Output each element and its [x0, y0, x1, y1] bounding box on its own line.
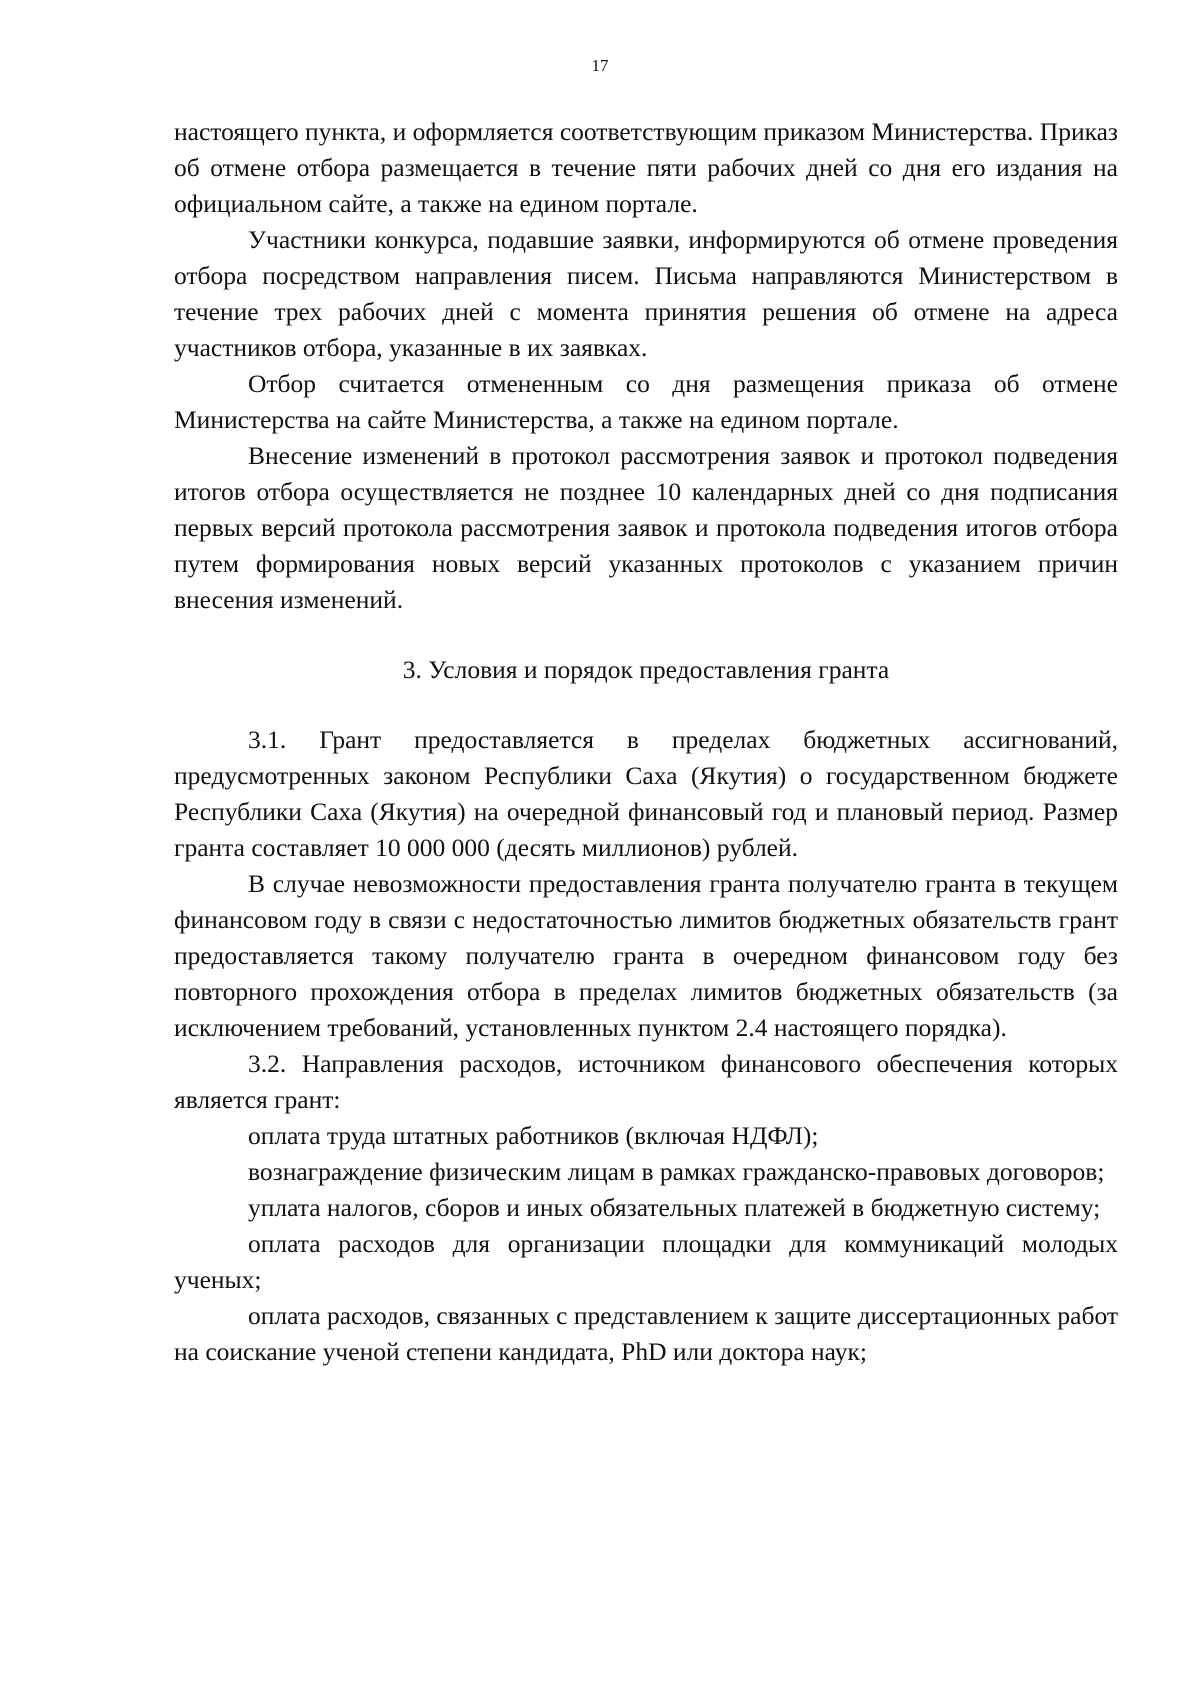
page-number: 17 [591, 56, 609, 75]
list-item-dissertation-expenses: оплата расходов, связанных с представлением к защите диссертационных работ на соискание ученой степени кандидата, PhD или доктора наук; [174, 1301, 1118, 1366]
paragraph-selection-cancelled: Отбор считается отмененным со дня размещения приказа об отмене Министерства на сайте Министерства, а также на едином портале. [174, 369, 1118, 434]
list-item-communication-platform: оплата расходов для организации площадки для коммуникаций молодых ученых; [174, 1229, 1118, 1294]
paragraph-continuation: настоящего пункта, и оформляется соответствующим приказом Министерства. Приказ об отмене отбора размещается в течение пяти рабочих дней со дня его издания на официальном сайте, а также на едином портале. [174, 117, 1118, 218]
document-body [174, 114, 1118, 1370]
list-item-contract-remuneration: вознаграждение физическим лицам в рамках гражданско-правовых договоров; [248, 1157, 1105, 1186]
list-item-taxes: уплата налогов, сборов и иных обязательных платежей в бюджетную систему; [248, 1193, 1101, 1222]
paragraph-grant-next-year: В случае невозможности предоставления гранта получателю гранта в текущем финансовом году в связи с недостаточностью лимитов бюджетных обязательств грант предоставляется такому получателю гранта в очередном финансовом году без повторного прохождения отбора в пределах лимитов бюджетных обязательств (за исключением требований, установленных пунктом 2.4 настоящего порядка). [174, 869, 1118, 1042]
paragraph-protocol-changes: Внесение изменений в протокол рассмотрения заявок и протокол подведения итогов отбора осуществляется не позднее 10 календарных дней со дня подписания первых версий протокола рассмотрения заявок и протокола подведения итогов отбора путем формирования новых версий указанных протоколов с указанием причин внесения изменений. [174, 441, 1118, 614]
section-heading: 3. Условия и порядок предоставления гранта [402, 655, 890, 684]
paragraph-3-1: 3.1. Грант предоставляется в пределах бюджетных ассигнований, предусмотренных законом Республики Саха (Якутия) о государственном бюджете Республики Саха (Якутия) на очередной финансовый год и плановый период. Размер гранта составляет 10 000 000 (десять миллионов) рублей. [174, 725, 1118, 862]
list-item-salary: оплата труда штатных работников (включая НДФЛ); [248, 1121, 819, 1150]
paragraph-3-2: 3.2. Направления расходов, источником финансового обеспечения которых является грант: [174, 1049, 1118, 1114]
paragraph-participants-notice: Участники конкурса, подавшие заявки, информируются об отмене проведения отбора посредством направления писем. Письма направляются Министерством в течение трех рабочих дней с момента принятия решения об отмене на адреса участников отбора, указанные в их заявках. [174, 225, 1118, 362]
